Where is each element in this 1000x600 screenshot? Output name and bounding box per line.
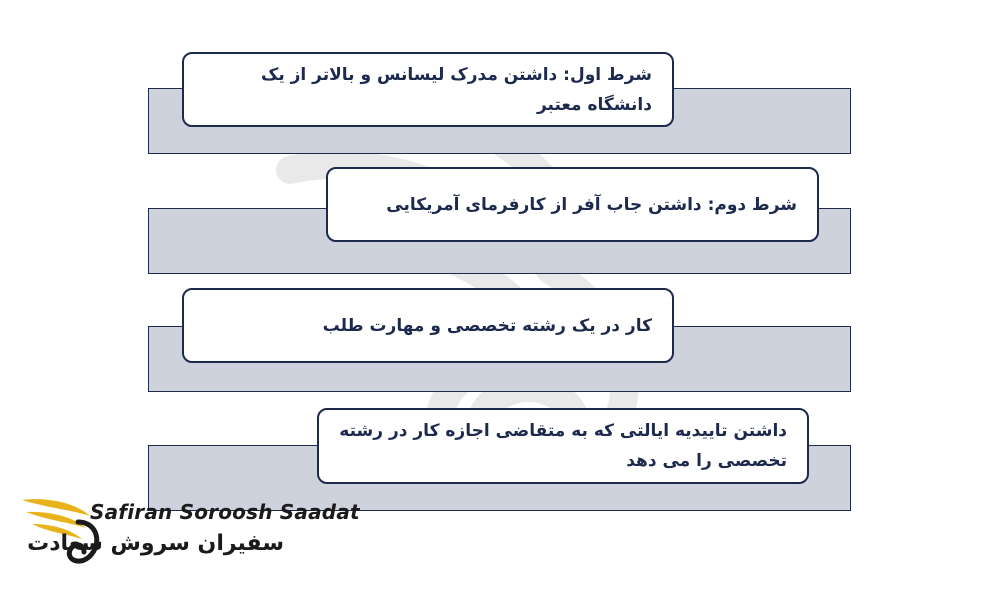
logo-name-fa: سفیران سروش سعادت: [27, 531, 284, 556]
step-4-text: داشتن تاییدیه ایالتی که به متقاضی اجازه کار در رشته تخصصی را می دهد: [339, 421, 787, 471]
step-1-card: [182, 52, 674, 127]
logo-name-en: Safiran Soroosh Saadat: [90, 500, 360, 524]
step-4-card: [317, 408, 809, 484]
step-2-card: [326, 167, 819, 242]
step-2-text: شرط دوم: داشتن جاب آفر از کارفرمای آمریکایی: [386, 194, 797, 215]
step-3-card: [182, 288, 674, 363]
step-1-text: شرط اول: داشتن مدرک لیسانس و بالاتر از یک دانشگاه معتبر: [260, 64, 652, 115]
step-3-text: کار در یک رشته تخصصی و مهارت طلب: [322, 315, 652, 336]
